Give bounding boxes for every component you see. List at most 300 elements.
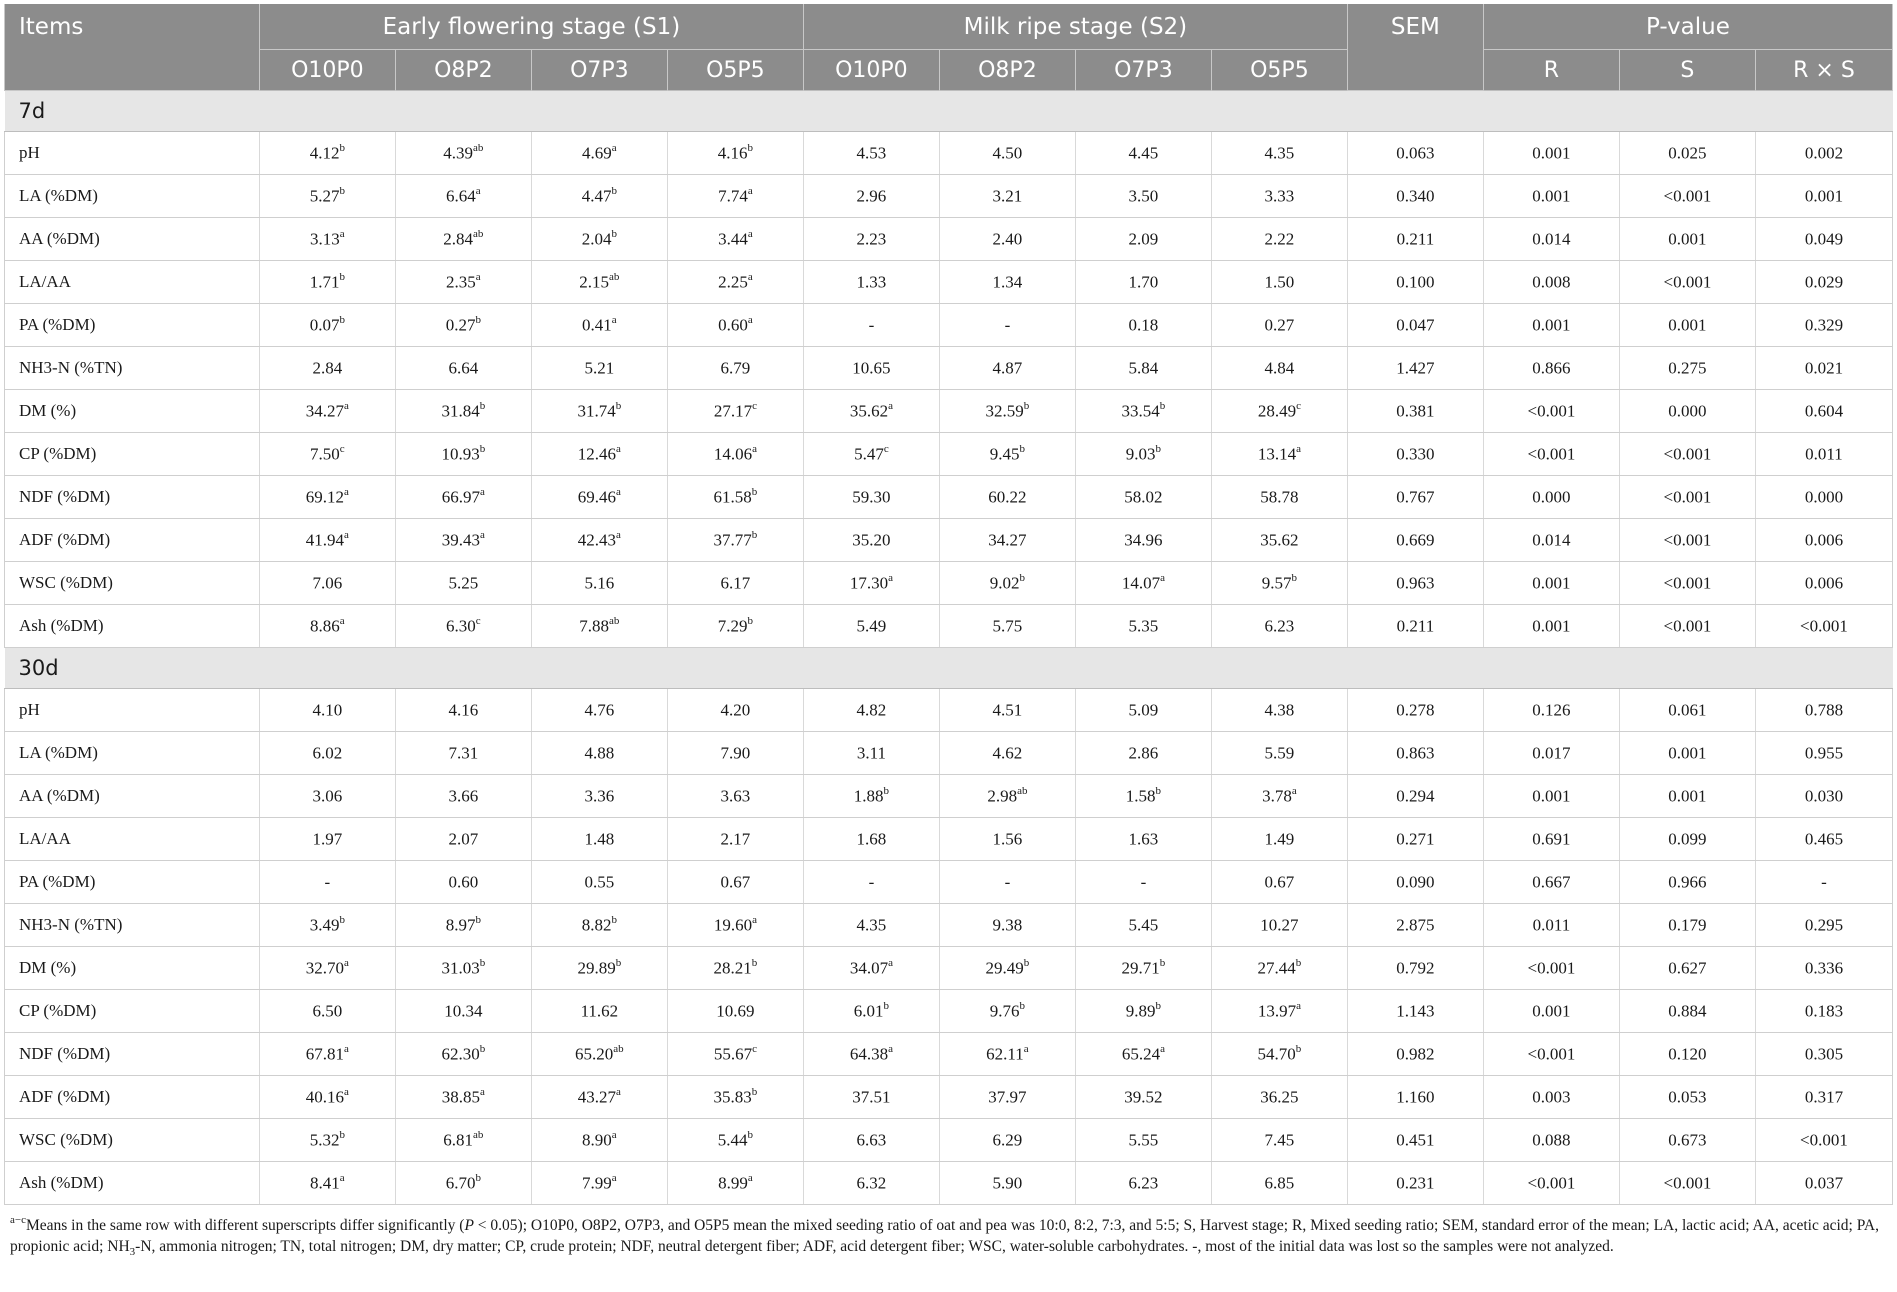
cell-value: 40.16	[305, 1087, 345, 1107]
table-cell	[1483, 1162, 1619, 1205]
header-sub: O7P3	[531, 50, 667, 91]
cell-value: 11.62	[580, 1001, 619, 1021]
table-cell	[1075, 261, 1211, 304]
table-cell	[667, 1119, 803, 1162]
table-cell	[1075, 1119, 1211, 1162]
table-cell	[803, 390, 939, 433]
table-footnote	[4, 1205, 1893, 1263]
cell-value: 69.12	[305, 487, 345, 507]
table-cell	[1619, 132, 1755, 175]
cell-superscript: b	[611, 184, 617, 197]
cell-value: 5.21	[584, 358, 615, 378]
cell-value: 28.21	[713, 958, 752, 978]
cell-value: 4.76	[584, 700, 615, 720]
cell-value: 0.047	[1396, 315, 1435, 335]
footnote-p-italic: P	[464, 1217, 474, 1235]
cell-value: 1.49	[1264, 829, 1295, 849]
cell-value: 3.33	[1264, 186, 1295, 206]
cell-value: 0.001	[1668, 229, 1707, 249]
table-cell	[1755, 990, 1892, 1033]
cell-superscript: b	[1155, 784, 1162, 797]
table-cell	[395, 1162, 531, 1205]
cell-value: 42.43	[577, 530, 617, 550]
table-row	[5, 519, 1893, 562]
table-cell	[1619, 433, 1755, 476]
cell-value: 9.03	[1125, 444, 1156, 464]
row-item-label: AA (%DM)	[5, 218, 260, 261]
table-row	[5, 175, 1893, 218]
cell-value: 6.17	[720, 573, 751, 593]
cell-value: 2.23	[856, 229, 887, 249]
table-cell	[1075, 433, 1211, 476]
table-cell	[1619, 904, 1755, 947]
cell-value: 10.27	[1260, 915, 1299, 935]
cell-value: 5.55	[1128, 1130, 1159, 1150]
table-cell	[1347, 218, 1483, 261]
cell-value: 0.001	[1532, 186, 1571, 206]
cell-value: 0.41	[582, 315, 612, 335]
cell-value: <0.001	[1663, 616, 1712, 636]
row-item-label: PA (%DM)	[5, 861, 260, 904]
table-cell	[939, 732, 1075, 775]
cell-value: 10.93	[441, 444, 480, 464]
table-cell	[1483, 1076, 1619, 1119]
cell-value: <0.001	[1663, 487, 1712, 507]
cell-value: 55.67	[713, 1044, 753, 1064]
header-sub: O10P0	[803, 50, 939, 91]
section-row	[5, 91, 1893, 132]
cell-value: 35.83	[713, 1087, 752, 1107]
table-cell	[1075, 304, 1211, 347]
header-row-subcolumns	[5, 50, 1893, 91]
table-cell	[1211, 605, 1347, 648]
cell-value: 4.16	[717, 143, 748, 163]
cell-value: 5.32	[309, 1130, 340, 1150]
cell-value: 7.99	[582, 1173, 612, 1193]
cell-value: 0.000	[1668, 401, 1707, 421]
table-cell	[395, 904, 531, 947]
table-cell	[531, 1033, 667, 1076]
table-cell	[1483, 605, 1619, 648]
table-cell	[1619, 1162, 1755, 1205]
header-sub: O5P5	[667, 50, 803, 91]
table-cell	[1211, 261, 1347, 304]
cell-value: -	[868, 315, 875, 335]
cell-value: 0.07	[309, 315, 340, 335]
cell-superscript: b	[615, 399, 622, 412]
cell-superscript: a	[1160, 1042, 1165, 1055]
table-cell	[259, 304, 395, 347]
table-cell	[803, 1119, 939, 1162]
table-cell	[1211, 775, 1347, 818]
row-item-label: NH3-N (%TN)	[5, 347, 260, 390]
cell-value: 31.03	[441, 958, 480, 978]
data-table	[4, 4, 1893, 1205]
cell-value: 1.143	[1396, 1001, 1435, 1021]
table-cell	[1211, 1033, 1347, 1076]
cell-superscript: b	[751, 1085, 758, 1098]
cell-value: 19.60	[713, 915, 753, 935]
table-cell	[1211, 476, 1347, 519]
cell-superscript: a	[480, 485, 485, 498]
cell-value: 2.35	[446, 272, 476, 292]
cell-value: 31.84	[441, 401, 480, 421]
table-cell	[667, 476, 803, 519]
table-cell	[1619, 818, 1755, 861]
table-cell	[1619, 347, 1755, 390]
table-row	[5, 904, 1893, 947]
row-item-label: LA (%DM)	[5, 732, 260, 775]
table-cell	[803, 218, 939, 261]
table-cell	[1347, 1162, 1483, 1205]
cell-value: -	[868, 872, 875, 892]
header-items: Items	[5, 4, 260, 91]
table-cell	[803, 947, 939, 990]
table-cell	[395, 818, 531, 861]
cell-value: 2.17	[720, 829, 751, 849]
cell-superscript: ab	[1017, 784, 1028, 797]
cell-value: 4.10	[312, 700, 343, 720]
header-group-s2: Milk ripe stage (S2)	[803, 4, 1347, 50]
cell-value: 0.029	[1804, 272, 1844, 292]
table-cell	[1075, 1033, 1211, 1076]
table-cell	[1619, 775, 1755, 818]
table-cell	[1483, 390, 1619, 433]
table-cell	[395, 304, 531, 347]
cell-value: 8.90	[582, 1130, 612, 1150]
cell-value: 8.86	[310, 616, 340, 636]
table-cell	[1755, 562, 1892, 605]
cell-value: 27.17	[713, 401, 753, 421]
table-cell	[939, 818, 1075, 861]
cell-value: 28.49	[1257, 401, 1297, 421]
table-cell	[1755, 1076, 1892, 1119]
cell-value: 0.183	[1804, 1001, 1844, 1021]
row-item-label: LA/AA	[5, 261, 260, 304]
table-cell	[1619, 1033, 1755, 1076]
cell-superscript: b	[751, 485, 758, 498]
table-cell	[803, 304, 939, 347]
cell-value: <0.001	[1663, 573, 1712, 593]
cell-value: 0.278	[1396, 700, 1435, 720]
table-cell	[1755, 347, 1892, 390]
table-cell	[531, 1119, 667, 1162]
cell-superscript: a	[1296, 999, 1301, 1012]
cell-value: 2.09	[1128, 229, 1159, 249]
table-cell	[395, 261, 531, 304]
cell-value: 0.003	[1532, 1087, 1571, 1107]
cell-superscript: a	[611, 1171, 617, 1184]
cell-value: -	[324, 872, 331, 892]
cell-superscript: a	[1023, 1042, 1029, 1055]
cell-value: 0.627	[1668, 958, 1707, 978]
cell-value: 2.875	[1396, 915, 1435, 935]
table-cell	[1755, 605, 1892, 648]
table-row	[5, 689, 1893, 732]
table-cell	[1483, 261, 1619, 304]
cell-value: 0.863	[1396, 743, 1435, 763]
cell-value: 43.27	[577, 1087, 617, 1107]
row-item-label: Ash (%DM)	[5, 605, 260, 648]
cell-superscript: b	[747, 141, 754, 154]
cell-superscript: a	[1160, 571, 1165, 584]
table-cell	[531, 904, 667, 947]
cell-value: 7.88	[579, 616, 610, 636]
table-row	[5, 218, 1893, 261]
table-cell	[803, 861, 939, 904]
cell-value: -	[1004, 315, 1011, 335]
table-cell	[939, 175, 1075, 218]
cell-value: <0.001	[1663, 444, 1712, 464]
cell-value: 0.006	[1804, 573, 1844, 593]
table-cell	[395, 861, 531, 904]
table-cell	[1075, 605, 1211, 648]
row-item-label: pH	[5, 689, 260, 732]
table-cell	[1755, 689, 1892, 732]
table-cell	[667, 904, 803, 947]
cell-superscript: a	[344, 399, 349, 412]
table-cell	[1755, 218, 1892, 261]
cell-value: 2.98	[987, 786, 1018, 806]
table-cell	[1755, 861, 1892, 904]
cell-value: 4.69	[582, 143, 612, 163]
cell-value: 0.673	[1668, 1130, 1707, 1150]
cell-value: 6.32	[856, 1173, 887, 1193]
cell-value: 0.006	[1804, 530, 1844, 550]
cell-value: 14.06	[713, 444, 753, 464]
header-sub: R	[1483, 50, 1619, 91]
table-row	[5, 775, 1893, 818]
cell-superscript: b	[1019, 999, 1026, 1012]
table-cell	[1483, 947, 1619, 990]
cell-value: 1.160	[1396, 1087, 1435, 1107]
table-cell	[667, 175, 803, 218]
table-cell	[939, 218, 1075, 261]
table-cell	[259, 689, 395, 732]
cell-value: 3.63	[720, 786, 751, 806]
cell-value: 0.305	[1804, 1044, 1844, 1064]
cell-superscript: b	[1019, 571, 1026, 584]
table-row	[5, 990, 1893, 1033]
cell-superscript: b	[339, 270, 345, 283]
table-cell	[667, 732, 803, 775]
cell-value: 62.30	[441, 1044, 480, 1064]
table-cell	[1211, 347, 1347, 390]
section-row	[5, 648, 1893, 689]
table-cell	[667, 433, 803, 476]
header-sub: O7P3	[1075, 50, 1211, 91]
cell-value: 2.84	[443, 229, 474, 249]
table-cell	[939, 947, 1075, 990]
cell-superscript: a	[747, 270, 753, 283]
cell-value: 41.94	[305, 530, 345, 550]
cell-value: 0.063	[1396, 143, 1435, 163]
cell-value: 5.09	[1128, 700, 1159, 720]
cell-value: 5.84	[1128, 358, 1159, 378]
cell-value: 9.45	[989, 444, 1020, 464]
cell-superscript: b	[479, 442, 486, 455]
table-cell	[1211, 1119, 1347, 1162]
cell-value: 0.60	[448, 872, 479, 892]
table-cell	[1211, 433, 1347, 476]
cell-value: 0.001	[1668, 743, 1707, 763]
table-cell	[1347, 1119, 1483, 1162]
table-cell	[1211, 175, 1347, 218]
cell-value: 6.01	[853, 1001, 884, 1021]
cell-value: 5.90	[992, 1173, 1023, 1193]
cell-value: 0.099	[1668, 829, 1707, 849]
table-cell	[1483, 775, 1619, 818]
cell-value: 3.49	[309, 915, 340, 935]
cell-value: 0.001	[1804, 186, 1844, 206]
table-cell	[531, 818, 667, 861]
cell-value: 5.75	[992, 616, 1023, 636]
cell-value: 0.67	[720, 872, 751, 892]
table-cell	[395, 1119, 531, 1162]
table-cell	[1075, 390, 1211, 433]
cell-superscript: b	[339, 1128, 345, 1141]
cell-value: 3.13	[310, 229, 340, 249]
table-cell	[939, 390, 1075, 433]
cell-value: 36.25	[1260, 1087, 1299, 1107]
cell-value: 6.02	[312, 743, 343, 763]
table-row	[5, 1076, 1893, 1119]
cell-value: 0.000	[1804, 487, 1844, 507]
table-cell	[939, 519, 1075, 562]
table-cell	[1347, 519, 1483, 562]
cell-value: 2.96	[856, 186, 887, 206]
row-item-label: NDF (%DM)	[5, 1033, 260, 1076]
cell-value: 0.982	[1396, 1044, 1435, 1064]
table-cell	[1347, 990, 1483, 1033]
table-cell	[803, 562, 939, 605]
table-cell	[1619, 218, 1755, 261]
table-cell	[1483, 519, 1619, 562]
cell-value: 0.966	[1668, 872, 1707, 892]
table-cell	[1211, 390, 1347, 433]
cell-superscript: a	[339, 614, 345, 627]
cell-value: 6.64	[446, 186, 476, 206]
table-cell	[1483, 175, 1619, 218]
cell-superscript: b	[475, 913, 481, 926]
table-cell	[1755, 519, 1892, 562]
table-cell	[939, 605, 1075, 648]
table-row	[5, 476, 1893, 519]
row-item-label: LA (%DM)	[5, 175, 260, 218]
row-item-label: NDF (%DM)	[5, 476, 260, 519]
cell-superscript: a	[1291, 784, 1297, 797]
cell-superscript: b	[1023, 956, 1030, 969]
table-cell	[939, 347, 1075, 390]
footnote-text-2: < 0.05); O10P0, O8P2, O7P3, and O5P5 mean the mixed seeding ratio of oat and pea was 10:0, 8:2, 7:3, and 5:5; S, Harvest stage; R, Mixed seeding ratio; SEM, standard error of the mean; LA, lactic acid; AA, acetic acid; PA, propionic acid; NH	[10, 1217, 1879, 1256]
table-cell	[395, 775, 531, 818]
table-cell	[667, 304, 803, 347]
table-cell	[667, 1033, 803, 1076]
table-cell	[1347, 347, 1483, 390]
table-container	[4, 4, 1893, 1263]
cell-value: 7.74	[718, 186, 748, 206]
cell-superscript: b	[747, 1128, 754, 1141]
header-sem: SEM	[1347, 4, 1483, 91]
table-cell	[395, 732, 531, 775]
cell-superscript: a	[611, 313, 617, 326]
cell-value: 4.84	[1264, 358, 1295, 378]
table-cell	[667, 605, 803, 648]
cell-value: 0.037	[1804, 1173, 1844, 1193]
cell-value: 7.31	[448, 743, 479, 763]
cell-superscript: b	[475, 313, 481, 326]
table-cell	[803, 175, 939, 218]
cell-value: 1.71	[309, 272, 340, 292]
table-cell	[395, 947, 531, 990]
cell-superscript: a	[747, 184, 753, 197]
cell-value: 0.000	[1532, 487, 1571, 507]
table-cell	[803, 1162, 939, 1205]
cell-value: 3.50	[1128, 186, 1159, 206]
table-cell	[667, 775, 803, 818]
table-row	[5, 1162, 1893, 1205]
cell-value: 0.100	[1396, 272, 1435, 292]
cell-value: 6.64	[448, 358, 479, 378]
cell-value: 0.090	[1396, 872, 1435, 892]
table-cell	[667, 261, 803, 304]
cell-value: 0.211	[1396, 616, 1435, 636]
cell-value: 37.51	[852, 1087, 891, 1107]
cell-superscript: b	[751, 956, 758, 969]
table-cell	[1075, 476, 1211, 519]
table-cell	[1755, 390, 1892, 433]
cell-value: 7.06	[312, 573, 343, 593]
cell-value: 13.97	[1257, 1001, 1297, 1021]
table-cell	[803, 732, 939, 775]
cell-value: 14.07	[1121, 573, 1161, 593]
cell-value: 29.71	[1121, 958, 1160, 978]
cell-superscript: a	[611, 141, 617, 154]
cell-superscript: a	[475, 184, 481, 197]
table-cell	[939, 689, 1075, 732]
table-cell	[667, 562, 803, 605]
cell-value: 0.788	[1804, 700, 1844, 720]
cell-superscript: a	[344, 1085, 349, 1098]
header-group-s1: Early flowering stage (S1)	[259, 4, 803, 50]
table-row	[5, 1119, 1893, 1162]
table-cell	[939, 1119, 1075, 1162]
table-cell	[1347, 1076, 1483, 1119]
table-cell	[1483, 689, 1619, 732]
table-cell	[1755, 261, 1892, 304]
table-cell	[531, 689, 667, 732]
table-cell	[1347, 732, 1483, 775]
cell-value: 5.16	[584, 573, 615, 593]
cell-value: 9.57	[1261, 573, 1292, 593]
cell-value: 2.04	[581, 229, 612, 249]
cell-value: 0.27	[445, 315, 476, 335]
cell-value: 65.20	[575, 1044, 614, 1064]
cell-value: 0.014	[1532, 530, 1571, 550]
table-cell	[1755, 304, 1892, 347]
cell-value: 4.87	[992, 358, 1023, 378]
cell-superscript: a	[888, 571, 893, 584]
cell-superscript: b	[339, 184, 345, 197]
table-cell	[667, 990, 803, 1033]
section-label: 30d	[5, 648, 1893, 689]
cell-value: 0.179	[1668, 915, 1707, 935]
cell-value: <0.001	[1663, 530, 1712, 550]
cell-value: 9.89	[1125, 1001, 1156, 1021]
cell-value: 0.001	[1532, 143, 1571, 163]
cell-value: 3.21	[992, 186, 1023, 206]
cell-value: 35.62	[1260, 530, 1299, 550]
